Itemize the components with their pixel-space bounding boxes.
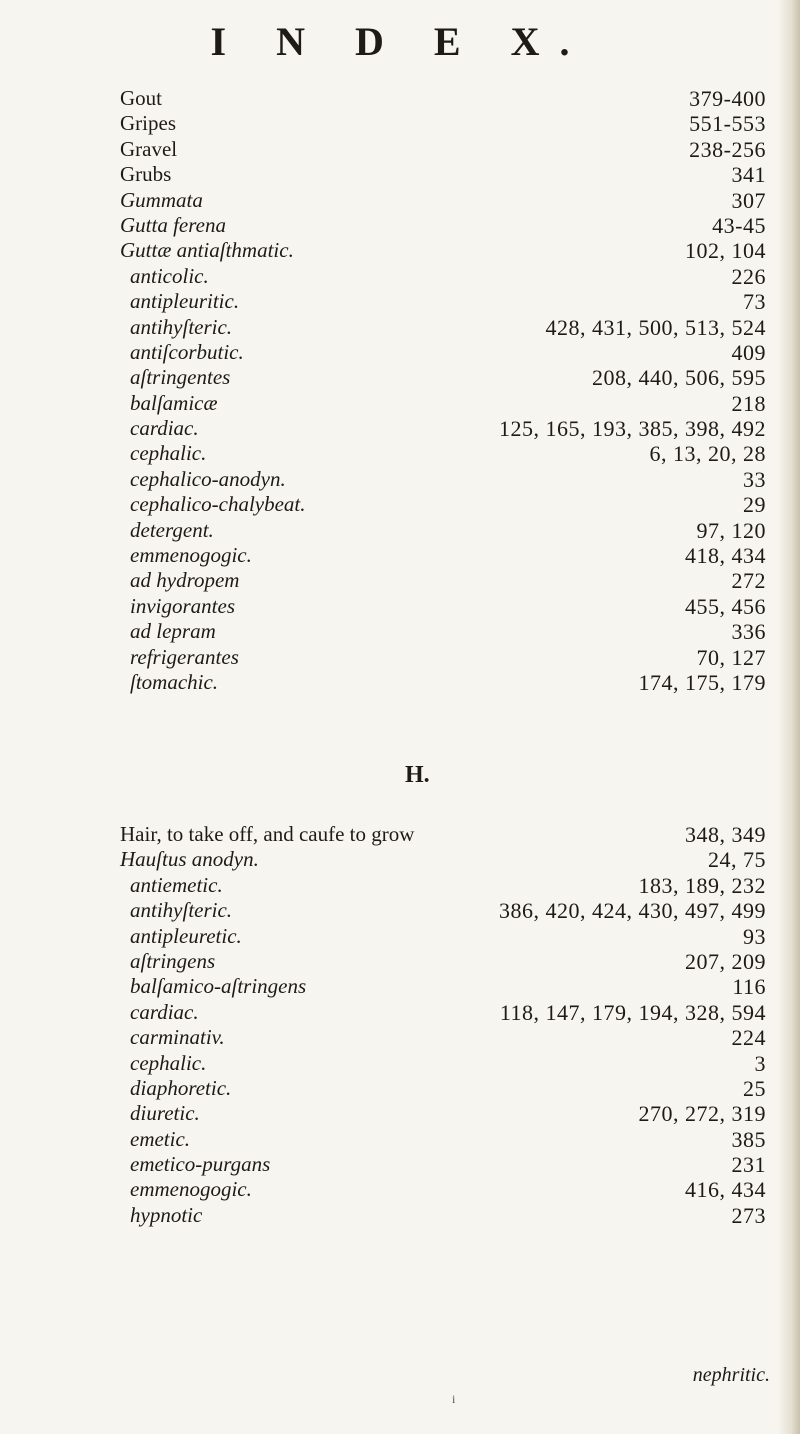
entry-pages: 97, 120 bbox=[696, 517, 766, 543]
entry-pages: 125, 165, 193, 385, 398, 492 bbox=[499, 416, 766, 442]
entry-term: Gout bbox=[120, 86, 162, 110]
entry-term: aſtringentes bbox=[130, 365, 231, 390]
index-entry bbox=[120, 365, 780, 390]
entry-term: ſtomachic. bbox=[130, 669, 219, 694]
entry-term: carminativ. bbox=[130, 1025, 225, 1050]
entry-pages: 551-553 bbox=[689, 111, 766, 137]
entry-pages: 93 bbox=[743, 923, 766, 949]
entry-pages: 24, 75 bbox=[708, 847, 766, 873]
entry-term: Gutta ferena bbox=[120, 212, 226, 237]
entry-pages: 416, 434 bbox=[685, 1177, 766, 1203]
entry-pages: 218 bbox=[731, 390, 766, 416]
entry-pages: 208, 440, 506, 595 bbox=[592, 365, 766, 391]
entry-pages: 43-45 bbox=[712, 212, 766, 238]
entry-term: emetic. bbox=[130, 1126, 191, 1151]
index-entry bbox=[120, 1101, 780, 1126]
section-g bbox=[120, 86, 780, 695]
entry-term: cephalic. bbox=[130, 441, 207, 466]
index-entry bbox=[120, 315, 780, 340]
entry-pages: 418, 434 bbox=[685, 543, 766, 569]
entry-pages: 238-256 bbox=[689, 136, 766, 162]
entry-pages: 270, 272, 319 bbox=[638, 1101, 766, 1127]
index-entry bbox=[120, 898, 780, 923]
page-edge-shadow bbox=[778, 0, 800, 1434]
index-entry bbox=[120, 619, 780, 644]
entry-term: diaphoretic. bbox=[130, 1075, 232, 1100]
entry-term: cephalico-chalybeat. bbox=[130, 492, 306, 517]
entry-term: aſtringens bbox=[130, 948, 216, 973]
index-entry bbox=[120, 949, 780, 974]
entry-term: diuretic. bbox=[130, 1101, 200, 1126]
entry-pages: 386, 420, 424, 430, 497, 499 bbox=[499, 898, 766, 924]
entry-term: Guttæ antiaſthmatic. bbox=[120, 238, 294, 263]
entry-term: Hair, to take off, and caufe to grow bbox=[120, 822, 415, 846]
index-entry bbox=[120, 340, 780, 365]
entry-pages: 70, 127 bbox=[696, 644, 766, 670]
index-entry bbox=[120, 264, 780, 289]
entry-term: cephalic. bbox=[130, 1050, 207, 1075]
index-entry bbox=[120, 847, 780, 872]
entry-term: cardiac. bbox=[130, 999, 199, 1024]
index-entry bbox=[120, 645, 780, 670]
index-entry bbox=[120, 467, 780, 492]
entry-pages: 102, 104 bbox=[685, 238, 766, 264]
index-entry bbox=[120, 1177, 780, 1202]
index-entry bbox=[120, 238, 780, 263]
entry-pages: 428, 431, 500, 513, 524 bbox=[545, 314, 766, 340]
entry-pages: 231 bbox=[731, 1152, 766, 1178]
entry-pages: 3 bbox=[754, 1050, 766, 1076]
entry-term: anticolic. bbox=[130, 263, 209, 288]
index-entry bbox=[120, 86, 780, 111]
entry-term: Gripes bbox=[120, 111, 176, 136]
entry-term: antiſcorbutic. bbox=[130, 339, 244, 364]
index-entry bbox=[120, 1203, 780, 1228]
footer-mark: i bbox=[452, 1392, 456, 1406]
entry-term: Grubs bbox=[120, 162, 172, 187]
index-entry bbox=[120, 188, 780, 213]
entry-pages: 174, 175, 179 bbox=[638, 669, 766, 695]
entry-term: cephalico-anodyn. bbox=[130, 466, 286, 491]
index-entry bbox=[120, 594, 780, 619]
entry-pages: 207, 209 bbox=[685, 948, 766, 974]
entry-pages: 272 bbox=[731, 568, 766, 594]
entry-term: antipleuritic. bbox=[130, 289, 240, 314]
index-entry bbox=[120, 492, 780, 517]
entry-term: Gummata bbox=[120, 187, 203, 212]
index-entry bbox=[120, 822, 780, 847]
entry-pages: 29 bbox=[743, 492, 766, 518]
entry-pages: 224 bbox=[731, 1025, 766, 1051]
index-entry bbox=[120, 543, 780, 568]
index-entry bbox=[120, 1152, 780, 1177]
entry-term: invigorantes bbox=[130, 593, 235, 618]
index-entry bbox=[120, 391, 780, 416]
entry-term: ad lepram bbox=[130, 619, 216, 644]
index-entry bbox=[120, 289, 780, 314]
entry-pages: 116 bbox=[732, 974, 766, 1000]
entry-term: Hauſtus anodyn. bbox=[120, 847, 259, 872]
index-entry bbox=[120, 873, 780, 898]
entry-term: emetico-purgans bbox=[130, 1152, 271, 1177]
index-entry bbox=[120, 213, 780, 238]
entry-term: antiemetic. bbox=[130, 872, 223, 897]
index-entry bbox=[120, 162, 780, 187]
entry-pages: 379-400 bbox=[689, 86, 766, 111]
entry-pages: 226 bbox=[731, 263, 766, 289]
entry-pages: 307 bbox=[731, 187, 766, 213]
entry-pages: 33 bbox=[743, 466, 766, 492]
index-entry bbox=[120, 1051, 780, 1076]
entry-term: cardiac. bbox=[130, 416, 199, 441]
entry-pages: 385 bbox=[731, 1126, 766, 1152]
entry-pages: 73 bbox=[743, 289, 766, 315]
index-entry bbox=[120, 518, 780, 543]
catchword: nephritic. bbox=[692, 1364, 770, 1386]
entry-term: detergent. bbox=[130, 517, 214, 542]
section-h bbox=[120, 822, 780, 1228]
entry-term: antihyſteric. bbox=[130, 898, 233, 923]
entry-term: ad hydropem bbox=[130, 568, 240, 593]
entry-pages: 183, 189, 232 bbox=[638, 872, 766, 898]
entry-pages: 409 bbox=[731, 339, 766, 365]
index-entry bbox=[120, 974, 780, 999]
page-title: I N D E X. bbox=[210, 19, 590, 64]
index-entry bbox=[120, 1127, 780, 1152]
section-letter-h: H. bbox=[405, 762, 430, 788]
index-entry bbox=[120, 1000, 780, 1025]
entry-term: antipleuretic. bbox=[130, 923, 242, 948]
index-entry bbox=[120, 924, 780, 949]
index-entry bbox=[120, 670, 780, 695]
index-entry bbox=[120, 416, 780, 441]
entry-pages: 118, 147, 179, 194, 328, 594 bbox=[499, 999, 766, 1025]
entry-pages: 455, 456 bbox=[685, 593, 766, 619]
entry-term: balſamico-aſtringens bbox=[130, 974, 307, 999]
entry-pages: 273 bbox=[731, 1202, 766, 1228]
entry-term: refrigerantes bbox=[130, 644, 239, 669]
index-entry bbox=[120, 1076, 780, 1101]
index-entry bbox=[120, 1025, 780, 1050]
entry-term: hypnotic bbox=[130, 1202, 203, 1227]
entry-pages: 348, 349 bbox=[685, 822, 766, 847]
entry-pages: 6, 13, 20, 28 bbox=[649, 441, 766, 467]
entry-term: emmenogogic. bbox=[130, 1177, 252, 1202]
index-entry bbox=[120, 137, 780, 162]
index-entry bbox=[120, 441, 780, 466]
entry-pages: 341 bbox=[731, 162, 766, 188]
entry-term: antihyſteric. bbox=[130, 314, 233, 339]
entry-pages: 25 bbox=[743, 1075, 766, 1101]
entry-term: balſamicæ bbox=[130, 390, 218, 415]
entry-term: Gravel bbox=[120, 136, 178, 161]
entry-pages: 336 bbox=[731, 619, 766, 645]
index-entry bbox=[120, 111, 780, 136]
entry-term: emmenogogic. bbox=[130, 543, 252, 568]
index-entry bbox=[120, 568, 780, 593]
